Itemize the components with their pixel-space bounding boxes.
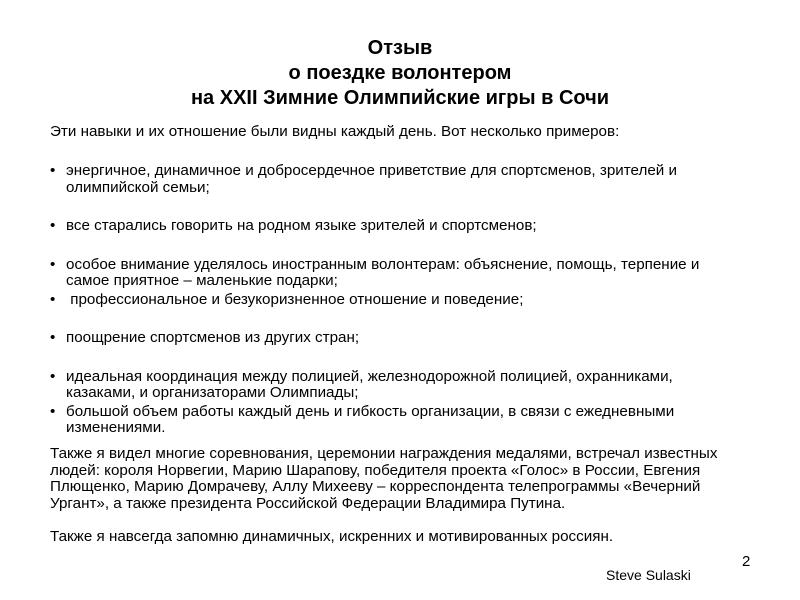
bullet-item xyxy=(50,292,740,309)
page-number: 2 xyxy=(742,553,751,570)
bullet-list xyxy=(50,163,740,437)
bullet-icon: • xyxy=(50,255,56,273)
bullet-text: поощрение спортсменов из других стран; xyxy=(66,329,360,346)
bullet-text: особое внимание уделялось иностранным волонтерам: объяснение, помощь, терпение и самое приятное – маленькие подарки; xyxy=(66,255,700,289)
title-line-1: Отзыв xyxy=(367,37,433,59)
slide-body xyxy=(50,124,740,437)
bullet-item xyxy=(50,163,740,196)
bullet-icon: • xyxy=(50,329,56,346)
bullet-text: большой объем работы каждый день и гибкость организации, в связи с ежедневными изменениями. xyxy=(66,402,675,436)
signature: Steve Sulaski xyxy=(606,567,691,583)
paragraph-closing: Также я навсегда запомню динамичных, искренних и мотивированных россиян. xyxy=(50,528,614,545)
paragraph-events: Также я видел многие соревнования, церемонии награждения медалями, встречал известных людей: короля Норвегии, Марию Шарапову, победителя проекта «Голос» в России, Евгения Плющенко, Марию Домрачеву, Аллу Михееву – корреспондента телепрограммы «Вечерний Ургант», а также президента Российской Федерации Владимира Путина. xyxy=(50,445,718,512)
bullet-icon: • xyxy=(50,367,56,385)
bullet-item xyxy=(50,330,740,347)
title-line-2: о поездке волонтером xyxy=(288,62,512,84)
bullet-text: все старались говорить на родном языке зрителей и спортсменов; xyxy=(66,217,537,234)
intro-text: Эти навыки и их отношение были видны каждый день. Вот несколько примеров: xyxy=(50,123,620,140)
bullet-icon: • xyxy=(50,217,56,234)
bullet-text: профессиональное и безукоризненное отношение и поведение; xyxy=(66,290,524,308)
bullet-icon: • xyxy=(50,290,56,308)
bullet-item xyxy=(50,218,740,235)
page-title xyxy=(100,36,700,111)
bullet-text: энергичное, динамичное и доброcердечное приветствие для спортсменов, зрителей и олимпийской семьи; xyxy=(66,162,677,196)
bullet-icon: • xyxy=(50,162,56,179)
bullet-item xyxy=(50,404,740,437)
bullet-item xyxy=(50,257,740,290)
bullet-text: идеальная координация между полицией, железнодорожной полицией, охранниками, казаками, и организаторами Олимпиады; xyxy=(66,367,673,401)
bullet-item xyxy=(50,369,740,402)
title-line-3: на XXII Зимние Олимпийские игры в Сочи xyxy=(190,87,610,109)
bullet-icon: • xyxy=(50,402,56,420)
